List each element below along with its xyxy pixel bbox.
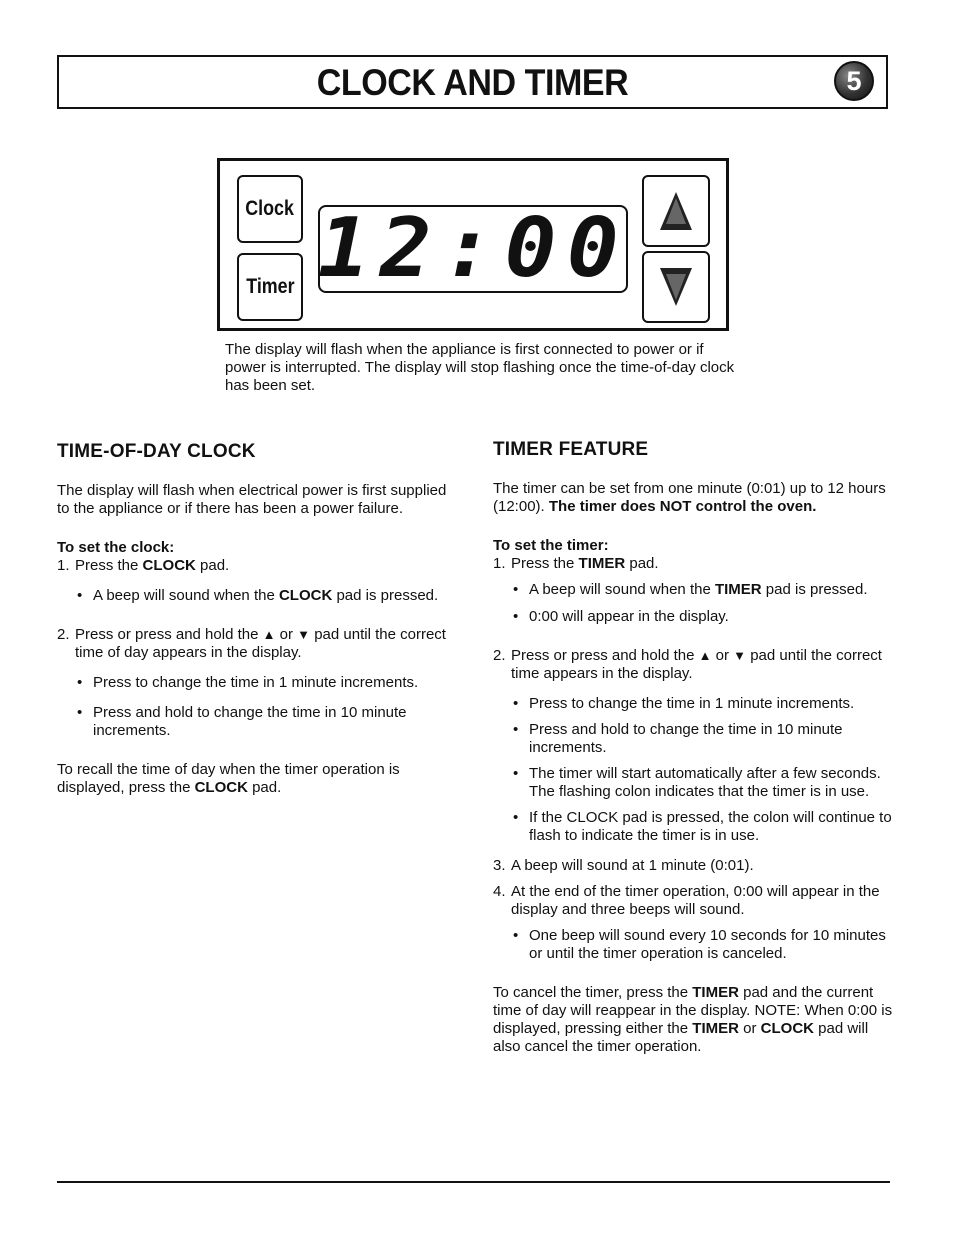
timer-step-2-bullets — [493, 695, 898, 845]
list-item: • If the CLOCK pad is pressed, the colon will continue to flash to indicate the timer is in use. — [511, 809, 898, 845]
list-item: • One beep will sound every 10 seconds for 10 minutes or until the timer operation is canceled. — [511, 927, 898, 963]
clock-display — [317, 201, 629, 296]
timer-heading: TIMER FEATURE — [493, 439, 649, 460]
up-arrow-icon: ▲ — [262, 627, 276, 642]
timer-pad-label: Timer — [245, 275, 295, 298]
list-item: • 0:00 will appear in the display. — [511, 608, 898, 626]
clock-step-1: 1. Press the CLOCK pad. — [57, 557, 230, 574]
list-item: • Press and hold to change the time in 10 minute increments. — [511, 721, 898, 757]
list-item: • The timer will start automatically after a few seconds. The flashing colon indicates that the timer is in use. — [511, 765, 898, 801]
list-item: • A beep will sound when the CLOCK pad is pressed. — [75, 587, 457, 605]
up-pad — [642, 175, 710, 247]
clock-recall: To recall the time of day when the timer operation is displayed, press the CLOCK pad. — [57, 761, 400, 796]
list-item: • Press to change the time in 1 minute increments. — [75, 674, 457, 692]
clock-step-2: 2. Press or press and hold the ▲ or ▼ pad until the correct time of day appears in the display. — [57, 626, 446, 661]
down-pad — [642, 251, 710, 323]
timer-step-4-bullets — [493, 927, 898, 963]
footer-rule — [57, 1181, 890, 1183]
clock-step-2-bullets — [57, 674, 457, 740]
page-title: CLOCK AND TIMER — [316, 62, 629, 103]
timer-step-2: 2. Press or press and hold the ▲ or ▼ pad until the correct time appears in the display. — [493, 647, 882, 682]
timer-cancel: To cancel the timer, press the TIMER pad and the current time of day will reappear in the display. NOTE: When 0:00 is displayed, pressing either the TIMER or CLOCK pad will also cancel the timer operation. — [493, 984, 893, 1055]
timer-step-1: 1. Press the TIMER pad. — [493, 555, 659, 572]
timer-intro: The timer can be set from one minute (0:01) up to 12 hours (12:00). The timer does NOT control the oven. — [493, 480, 886, 515]
clock-steps — [57, 557, 457, 575]
down-arrow-icon: ▼ — [297, 627, 311, 642]
display-digits: 12:00 — [317, 201, 629, 296]
clock-step-1-bullets — [57, 587, 457, 605]
timer-pad — [237, 253, 303, 321]
clock-intro: The display will flash when electrical power is first supplied to the appliance or if there has been a power failure. — [57, 482, 447, 517]
timer-subhead: To set the timer: — [493, 537, 609, 554]
clock-heading: TIME-OF-DAY CLOCK — [57, 441, 256, 462]
timer-step-3: 3. A beep will sound at 1 minute (0:01). — [493, 857, 754, 874]
list-item: • Press and hold to change the time in 10 minute increments. — [75, 704, 457, 740]
clock-pad-label: Clock — [245, 197, 295, 220]
up-arrow-icon — [656, 188, 696, 234]
down-arrow-icon — [656, 264, 696, 310]
header-box — [57, 55, 888, 109]
timer-step-4: 4. At the end of the timer operation, 0:00 will appear in the display and three beeps will sound. — [493, 883, 880, 918]
control-panel-illustration — [217, 158, 729, 331]
timer-section — [493, 438, 898, 1056]
clock-subhead: To set the clock: — [57, 539, 175, 556]
list-item: • A beep will sound when the TIMER pad is pressed. — [511, 581, 898, 599]
down-arrow-icon: ▼ — [733, 648, 747, 663]
clock-section — [57, 440, 457, 797]
up-arrow-icon: ▲ — [698, 648, 712, 663]
timer-step-1-bullets — [493, 581, 898, 626]
display-caption: The display will flash when the appliance is first connected to power or if power is interrupted. The display will stop flashing once the time-of-day clock has been set. — [225, 341, 735, 394]
list-item: • Press to change the time in 1 minute increments. — [511, 695, 898, 713]
clock-pad — [237, 175, 303, 243]
page-number-badge: 5 — [834, 61, 874, 101]
